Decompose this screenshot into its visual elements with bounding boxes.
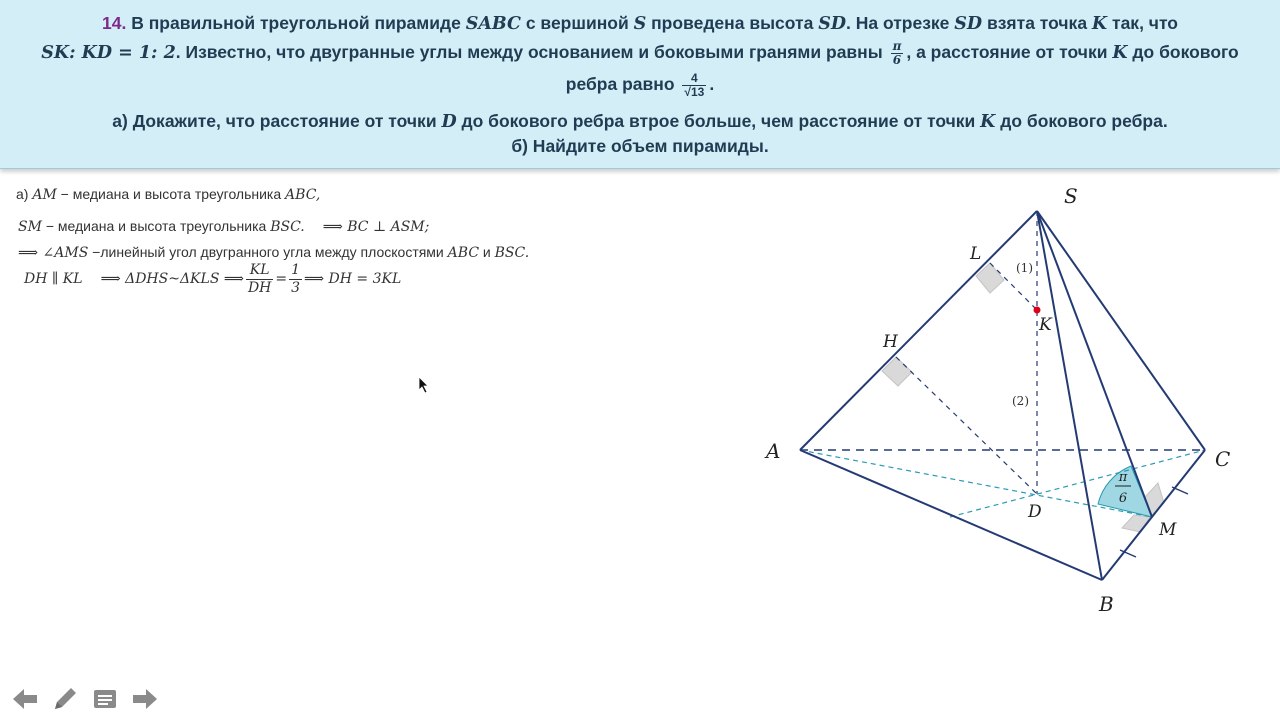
label-L: L: [970, 244, 982, 264]
solution-line-3: ⟹ ∠AMS −линейный угол двугранного угла между плоскостями ABC и BSC.: [18, 244, 530, 261]
edge-BC: [1102, 450, 1205, 580]
label-C: C: [1215, 447, 1231, 471]
apothem-SM: [1037, 211, 1152, 517]
ratio-fraction-kl-dh: $\frac{KL}{DH}$: [247, 262, 272, 296]
segment-DH: [896, 357, 1037, 494]
label-D: D: [1028, 502, 1042, 522]
task-line-1: 14. В правильной треугольной пирамиде SABC с вершиной S проведена высота SD. На отрезке SD взята точка K так, что: [102, 13, 1178, 34]
slide-navigation: [8, 684, 162, 714]
solution-line-2: SM − медиана и высота треугольника BSC. ⟹ BC ⊥ ASM;: [18, 218, 430, 235]
median-AM: [800, 450, 1152, 517]
label-S: S: [1064, 184, 1078, 208]
label-segment-2: (2): [1012, 394, 1029, 408]
task-part-a: а) Докажите, что расстояние от точки D до бокового ребра втрое больше, чем расстояние от точки K до бокового ребра.: [112, 111, 1168, 132]
angle-label-num: π: [1118, 470, 1128, 485]
angle-fraction: $\frac{\pi}{6}$: [892, 39, 902, 67]
angle-label-den: 6: [1118, 491, 1128, 506]
solution-line-4: DH ∥ KL ⟹ ΔDHS~ΔKLS ⟹ $\frac{KL}{DH}$ = $\frac{1}{3}$ ⟹ DH = 3KL: [24, 262, 402, 296]
label-H: H: [883, 332, 898, 352]
arrow-left-icon[interactable]: [8, 684, 42, 714]
edge-AB: [800, 450, 1102, 580]
edge-SA: [800, 211, 1037, 450]
task-part-b: б) Найдите объем пирамиды.: [511, 136, 769, 156]
tick-mark-1: [1172, 487, 1188, 494]
arrow-right-icon[interactable]: [128, 684, 162, 714]
task-line-3: ребра равно $\frac{4}{√13}$ .: [565, 71, 715, 99]
edge-SB: [1037, 211, 1102, 580]
edge-SC: [1037, 211, 1205, 450]
pen-icon[interactable]: [48, 684, 82, 714]
median-from-C: [950, 450, 1205, 517]
label-K: K: [1039, 315, 1052, 335]
distance-fraction: $\frac{4}{√13}$: [684, 71, 705, 99]
label-A: A: [766, 439, 781, 463]
label-B: B: [1099, 592, 1114, 616]
point-K: [1034, 307, 1041, 314]
label-M: M: [1159, 520, 1177, 540]
solution-line-1: а) AM − медиана и высота треугольника ABC,: [16, 186, 321, 203]
notes-icon[interactable]: [88, 684, 122, 714]
label-segment-1: (1): [1016, 261, 1033, 275]
task-line-2: SK: KD = 1: 2. Известно, что двугранные углы между основанием и боковыми гранями равны $\frac{\pi}{6}$ , а расстояние от точки K до бокового: [41, 39, 1239, 67]
task-number: 14.: [102, 13, 127, 33]
ratio-fraction-one-third: $\frac{1}{3}$: [291, 262, 301, 296]
mouse-cursor-icon: [418, 376, 430, 394]
